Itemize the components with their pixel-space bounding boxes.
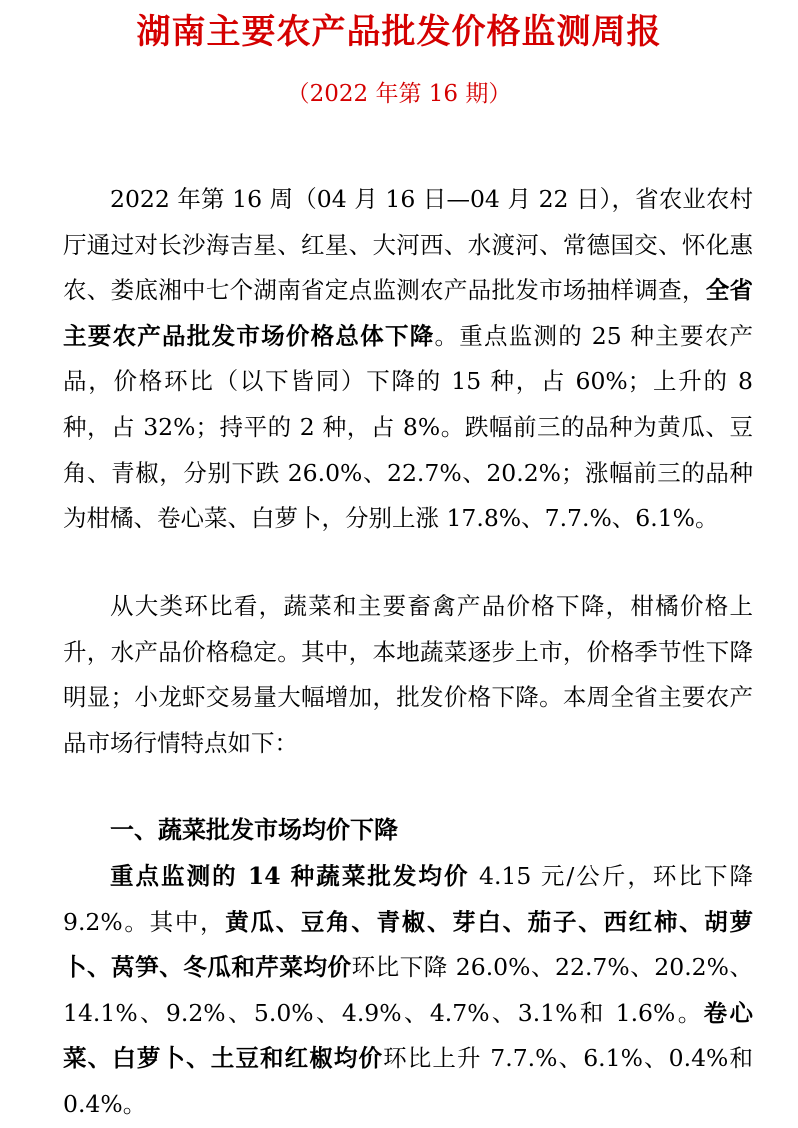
rising-items-bold: 卷心菜、白萝卜、土豆和红椒均价 bbox=[63, 998, 754, 1073]
category-overview-paragraph: 从大类环比看，蔬菜和主要畜禽产品价格下降，柑橘价格上升，水产品价格稳定。其中，本地蔬菜逐步上市，价格季节性下降明显；小龙虾交易量大幅增加，批发价格下降。本周全省主要农产品市场行情特点如下： bbox=[63, 592, 753, 757]
summary-bold-text: 全省主要农产品批发市场价格总体下降 bbox=[63, 276, 754, 350]
intro-detail-text: 。重点监测的 25 种主要农产品，价格环比（以下皆同）下降的 15 种，占 60%；上升的 8 种，占 32%；持平的 2 种，占 8%。跌幅前三的品种为黄瓜、豆角、青椒，分别下跌 26.0%、22.7%、20.2%；涨幅前三的品种为柑橘、卷心菜、白萝卜，分别上涨 17.8%、7.7.%、6.1%。 bbox=[63, 321, 754, 533]
vegetable-lead-text: 4.15 元/公斤，环比下降 9.2%。其中， bbox=[63, 862, 753, 936]
vegetable-price-paragraph bbox=[63, 854, 753, 1128]
section-heading-vegetables: 一、蔬菜批发市场均价下降 bbox=[110, 815, 398, 844]
falling-items-bold: 黄瓜、豆角、青椒、芽白、茄子、西红柿、胡萝卜、莴笋、冬瓜和芹菜均价 bbox=[63, 907, 754, 982]
report-title: 湖南主要农产品批发价格监测周报 bbox=[136, 12, 662, 52]
issue-number: （2022 年第 16 期） bbox=[286, 81, 512, 107]
intro-text: 2022 年第 16 周（04 月 16 日—04 月 22 日），省农业农村厅通过对长沙海吉星、红星、大河西、水渡河、常德国交、怀化惠农、娄底湘中七个湖南省定点监测农产品批发市场抽样调查， bbox=[63, 185, 753, 305]
vegetable-lead-bold: 重点监测的 14 种蔬菜批发均价 bbox=[110, 862, 470, 890]
falling-items-text: 环比下降 26.0%、22.7%、20.2%、14.1%、9.2%、5.0%、4.9%、4.7%、3.1%和 1.6%。 bbox=[63, 953, 754, 1027]
intro-paragraph bbox=[63, 177, 753, 542]
rising-items-text: 环比上升 7.7.%、6.1%、0.4%和 0.4%。 bbox=[63, 1044, 753, 1118]
